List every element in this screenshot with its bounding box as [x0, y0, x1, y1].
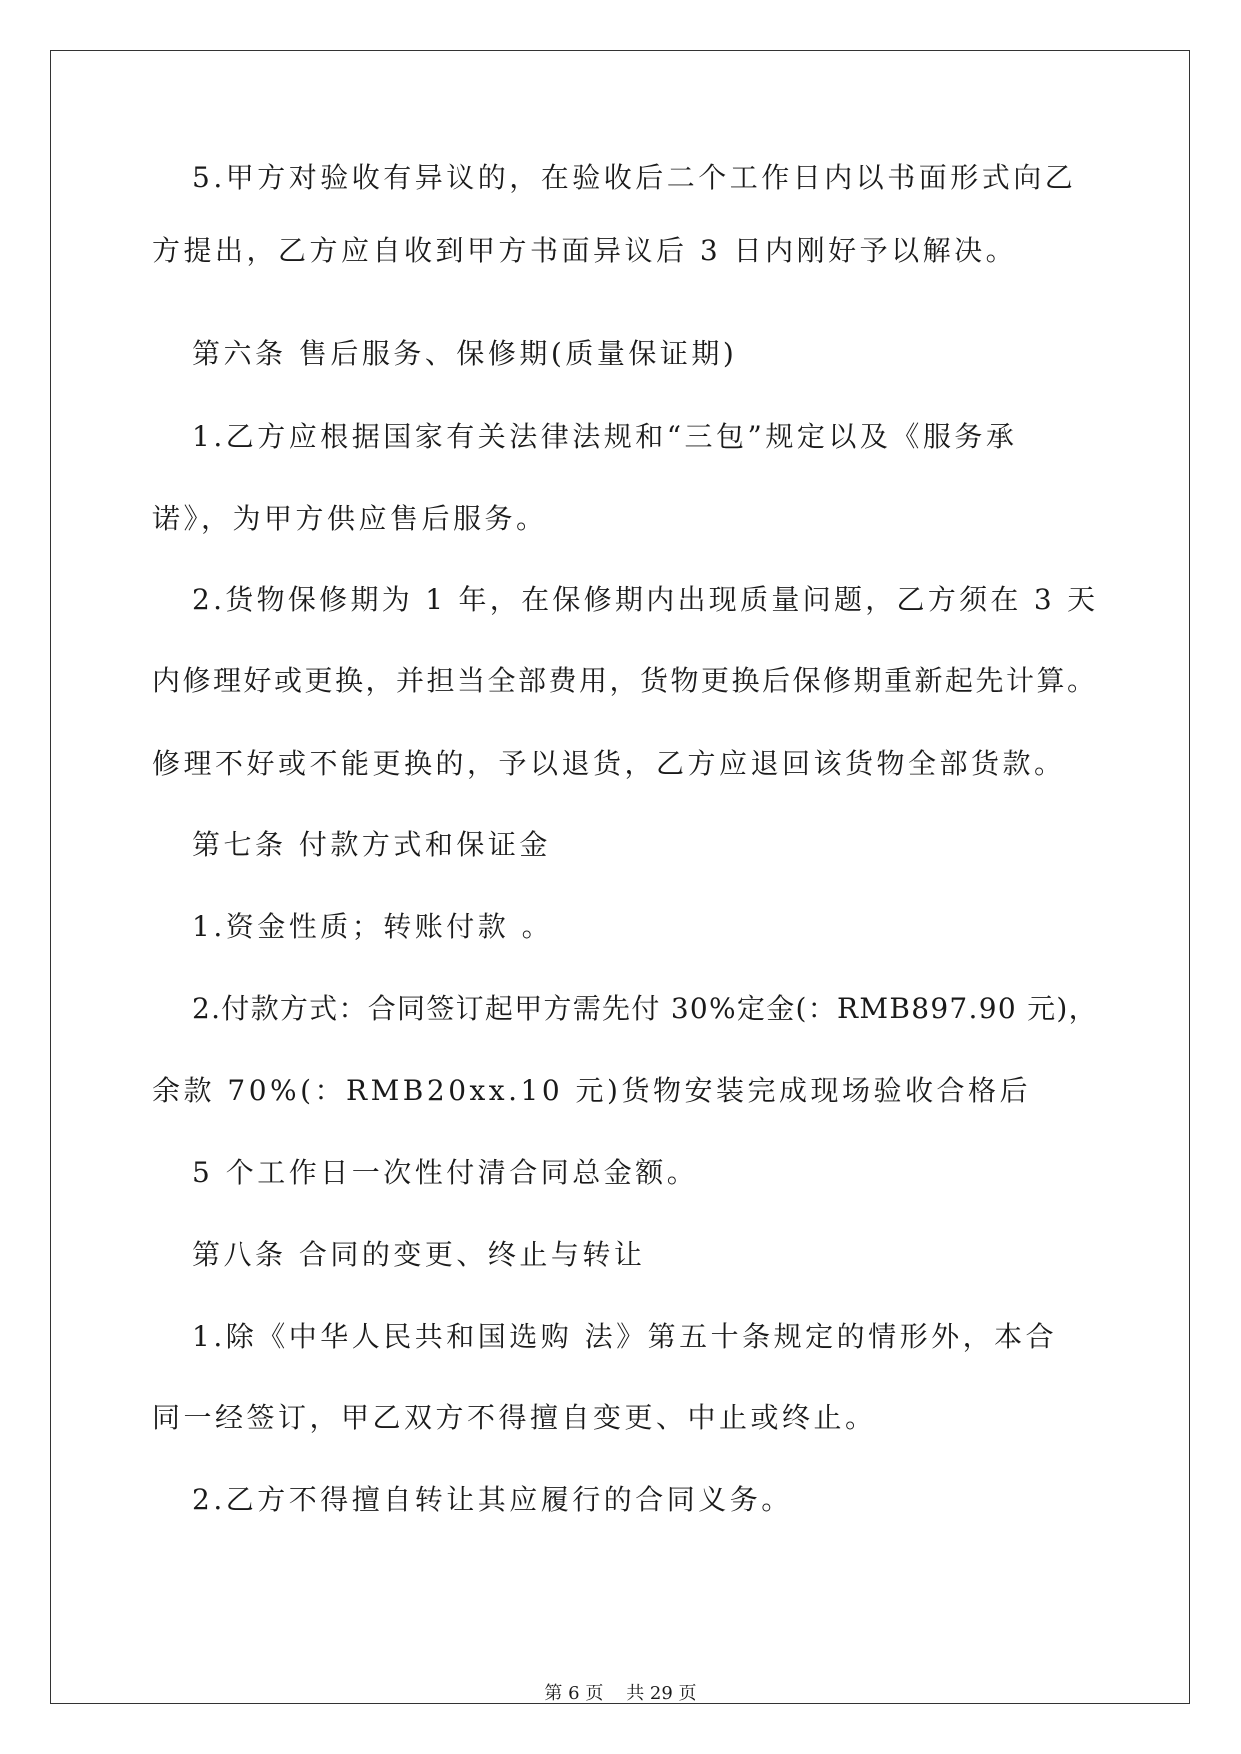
page-footer — [0, 1682, 1241, 1706]
text-line: 内修理好或更换，并担当全部费用，货物更换后保修期重新起先计算。 — [152, 664, 1098, 697]
text-line: 同一经签订，甲乙双方不得擅自变更、中止或终止。 — [152, 1401, 877, 1434]
text-line: 1.乙方应根据国家有关法律法规和“三包”规定以及《服务承 — [192, 420, 1018, 453]
page-border — [50, 50, 1190, 1704]
text-line: 余款 70%(：RMB20xx.10 元)货物安装完成现场验收合格后 — [152, 1074, 1031, 1107]
text-line: 1.除《中华人民共和国选购 法》第五十条规定的情形外，本合 — [192, 1320, 1058, 1353]
text-line: 诺》，为甲方供应售后服务。 — [152, 502, 548, 535]
text-line: 2.货物保修期为 1 年，在保修期内出现质量问题，乙方须在 3 天 — [192, 583, 1099, 616]
text-line: 5.甲方对验收有异议的，在验收后二个工作日内以书面形式向乙 — [192, 161, 1077, 194]
section-heading: 第七条 付款方式和保证金 — [192, 828, 551, 861]
page-number: 第 6 页 共 29 页 — [544, 1683, 697, 1704]
text-line: 1.资金性质；转账付款 。 — [192, 910, 554, 943]
text-line: 5 个工作日一次性付清合同总金额。 — [192, 1156, 699, 1189]
section-heading: 第六条 售后服务、保修期(质量保证期) — [192, 337, 738, 370]
text-line: 方提出，乙方应自收到甲方书面异议后 3 日内刚好予以解决。 — [152, 234, 1018, 267]
section-heading: 第八条 合同的变更、终止与转让 — [192, 1238, 646, 1271]
text-line: 2.付款方式：合同签订起甲方需先付 30%定金(：RMB897.90 元)， — [192, 992, 1098, 1025]
text-line: 2.乙方不得擅自转让其应履行的合同义务。 — [192, 1483, 793, 1516]
text-line: 修理不好或不能更换的，予以退货，乙方应退回该货物全部货款。 — [152, 747, 1066, 780]
